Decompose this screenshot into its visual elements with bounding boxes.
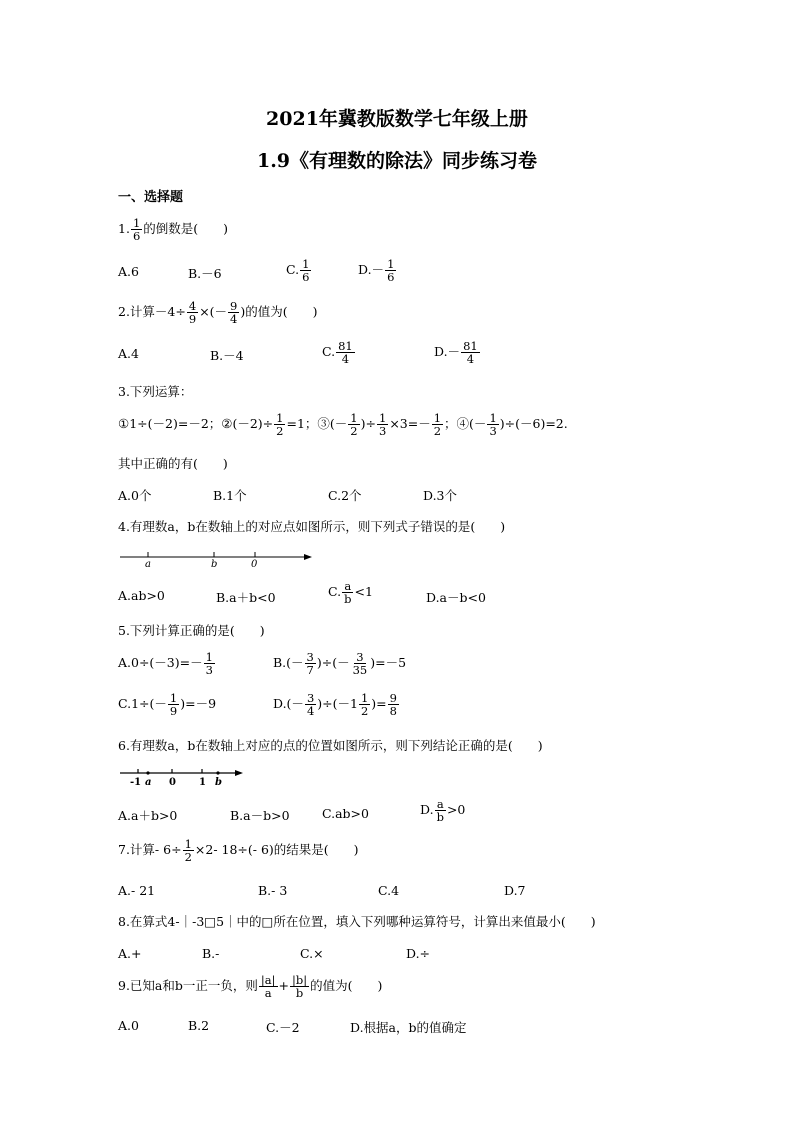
- option-c: C.4: [378, 883, 400, 898]
- option-c: C.－2: [266, 1020, 300, 1035]
- option-c: C. $\frac{81}{4}$: [322, 339, 353, 367]
- question-7: 7.计算- 6÷ $\frac{1}{2}$ ×2- 18÷(- 6)的结果是( ): [118, 837, 359, 865]
- option-b: B.(－ $\frac{3}{7}$ )÷(－ $\frac{3}{35}$ )=－5: [273, 650, 407, 678]
- option-b: B.a＋b<0: [216, 590, 276, 605]
- option-d: D. $\frac{a}{b}$ >0: [420, 797, 466, 825]
- option-b: B.- 3: [258, 883, 288, 898]
- option-b: B.-: [202, 946, 220, 961]
- question-text: 的倒数是( ): [143, 221, 229, 237]
- option-b: B.a－b>0: [230, 808, 290, 823]
- document-title: 2021年冀教版数学七年级上册: [266, 108, 528, 130]
- question-2: 2.计算－4÷ $\frac{4}{9}$ ×(－ $\frac{9}{4}$ )的值为( ): [118, 299, 318, 327]
- label-a: a: [145, 777, 152, 788]
- option-b: B.2: [188, 1018, 210, 1033]
- option-a: A.- 21: [118, 883, 156, 898]
- label-b: b: [215, 777, 222, 788]
- label-minus-one: -1: [130, 777, 142, 788]
- question-6: 6.有理数a，b在数轴上对应的点的位置如图所示，则下列结论正确的是( ): [118, 738, 543, 753]
- question-8: 8.在算式4-｜-3□5｜中的□所在位置，填入下列哪种运算符号，计算出来值最小( ): [118, 914, 596, 929]
- option-c: C.×: [300, 946, 324, 961]
- document-subtitle: 1.9《有理数的除法》同步练习卷: [256, 150, 538, 172]
- option-d: D.÷: [406, 946, 431, 961]
- fraction: $\frac{9}{4}$: [230, 299, 238, 327]
- label-b: b: [211, 559, 218, 570]
- question-1: [118, 217, 228, 242]
- question-3: 3.下列运算：: [118, 384, 193, 399]
- option-d: D.根据a，b的值确定: [350, 1020, 467, 1035]
- question-3-prompt: 其中正确的有( ): [118, 456, 228, 471]
- option-c: C. $\frac{1}{6}$: [286, 257, 310, 285]
- question-4: 4.有理数a，b在数轴上的对应点如图所示，则下列式子错误的是( ): [118, 519, 506, 534]
- number-line-figure-2: [118, 765, 258, 789]
- fraction: $\frac{1}{6}$: [132, 216, 141, 244]
- option-d: D.3个: [423, 488, 458, 503]
- fraction: $\frac{|b|}{b}$: [291, 973, 308, 1001]
- option-b: B.－6: [188, 266, 222, 281]
- option-d: D.(－ $\frac{3}{4}$ )÷(－1 $\frac{1}{2}$ )= $\frac{9}{8}$: [273, 691, 397, 719]
- option-b: B.－4: [210, 348, 244, 363]
- question-5: 5.下列计算正确的是( ): [118, 623, 265, 638]
- option-d: D.－ $\frac{81}{4}$: [434, 339, 478, 367]
- label-one: 1: [199, 777, 206, 788]
- point-a: [146, 771, 149, 774]
- option-a: A.0÷(－3)=－ $\frac{1}{3}$: [118, 650, 213, 678]
- option-a: A.a＋b>0: [118, 808, 178, 823]
- option-a: A.ab>0: [118, 588, 165, 603]
- section-title: 一、选择题: [118, 190, 184, 205]
- option-c: C.2个: [328, 488, 362, 503]
- arrow-icon: [235, 770, 243, 776]
- label-zero: 0: [251, 559, 258, 570]
- option-a: A.0: [118, 1018, 139, 1033]
- label-a: a: [145, 559, 151, 570]
- option-a: A.+: [118, 946, 142, 961]
- option-a: A.4: [118, 346, 139, 361]
- point-b: [216, 771, 219, 774]
- arrow-icon: [304, 554, 312, 560]
- question-9: 9.已知a和b一正一负，则 $\frac{|a|}{a}$ + $\frac{|b|}{b}$ 的值为( ): [118, 973, 383, 1001]
- question-number: 1.: [118, 221, 130, 237]
- option-d: D.a－b<0: [426, 590, 486, 605]
- option-a: A.6: [118, 264, 139, 279]
- fraction: $\frac{1}{2}$: [184, 837, 192, 865]
- option-c: C.ab>0: [322, 806, 369, 821]
- option-d: D.－ $\frac{1}{6}$: [358, 257, 395, 285]
- fraction: $\frac{4}{9}$: [188, 299, 197, 327]
- label-zero: 0: [169, 777, 176, 788]
- fraction: $\frac{|a|}{a}$: [260, 973, 276, 1001]
- number-line-figure-1: [118, 549, 318, 573]
- option-c: C. $\frac{a}{b}$ <1: [328, 579, 373, 607]
- option-a: A.0个: [118, 488, 152, 503]
- option-d: D.7: [504, 883, 526, 898]
- option-b: B.1个: [213, 488, 247, 503]
- option-c: C.1÷(－ $\frac{1}{9}$ )=－9: [118, 691, 217, 719]
- question-3-expressions: ①1÷(－2)=－2；②(－2)÷ $\frac{1}{2}$ =1；③(－ $\frac{1}{2}$ )÷ $\frac{1}{3}$ ×3=－ $\frac{1}{2}$ ；④(－ $\frac{1}{3}$ )÷(－6)=2.: [118, 411, 568, 439]
